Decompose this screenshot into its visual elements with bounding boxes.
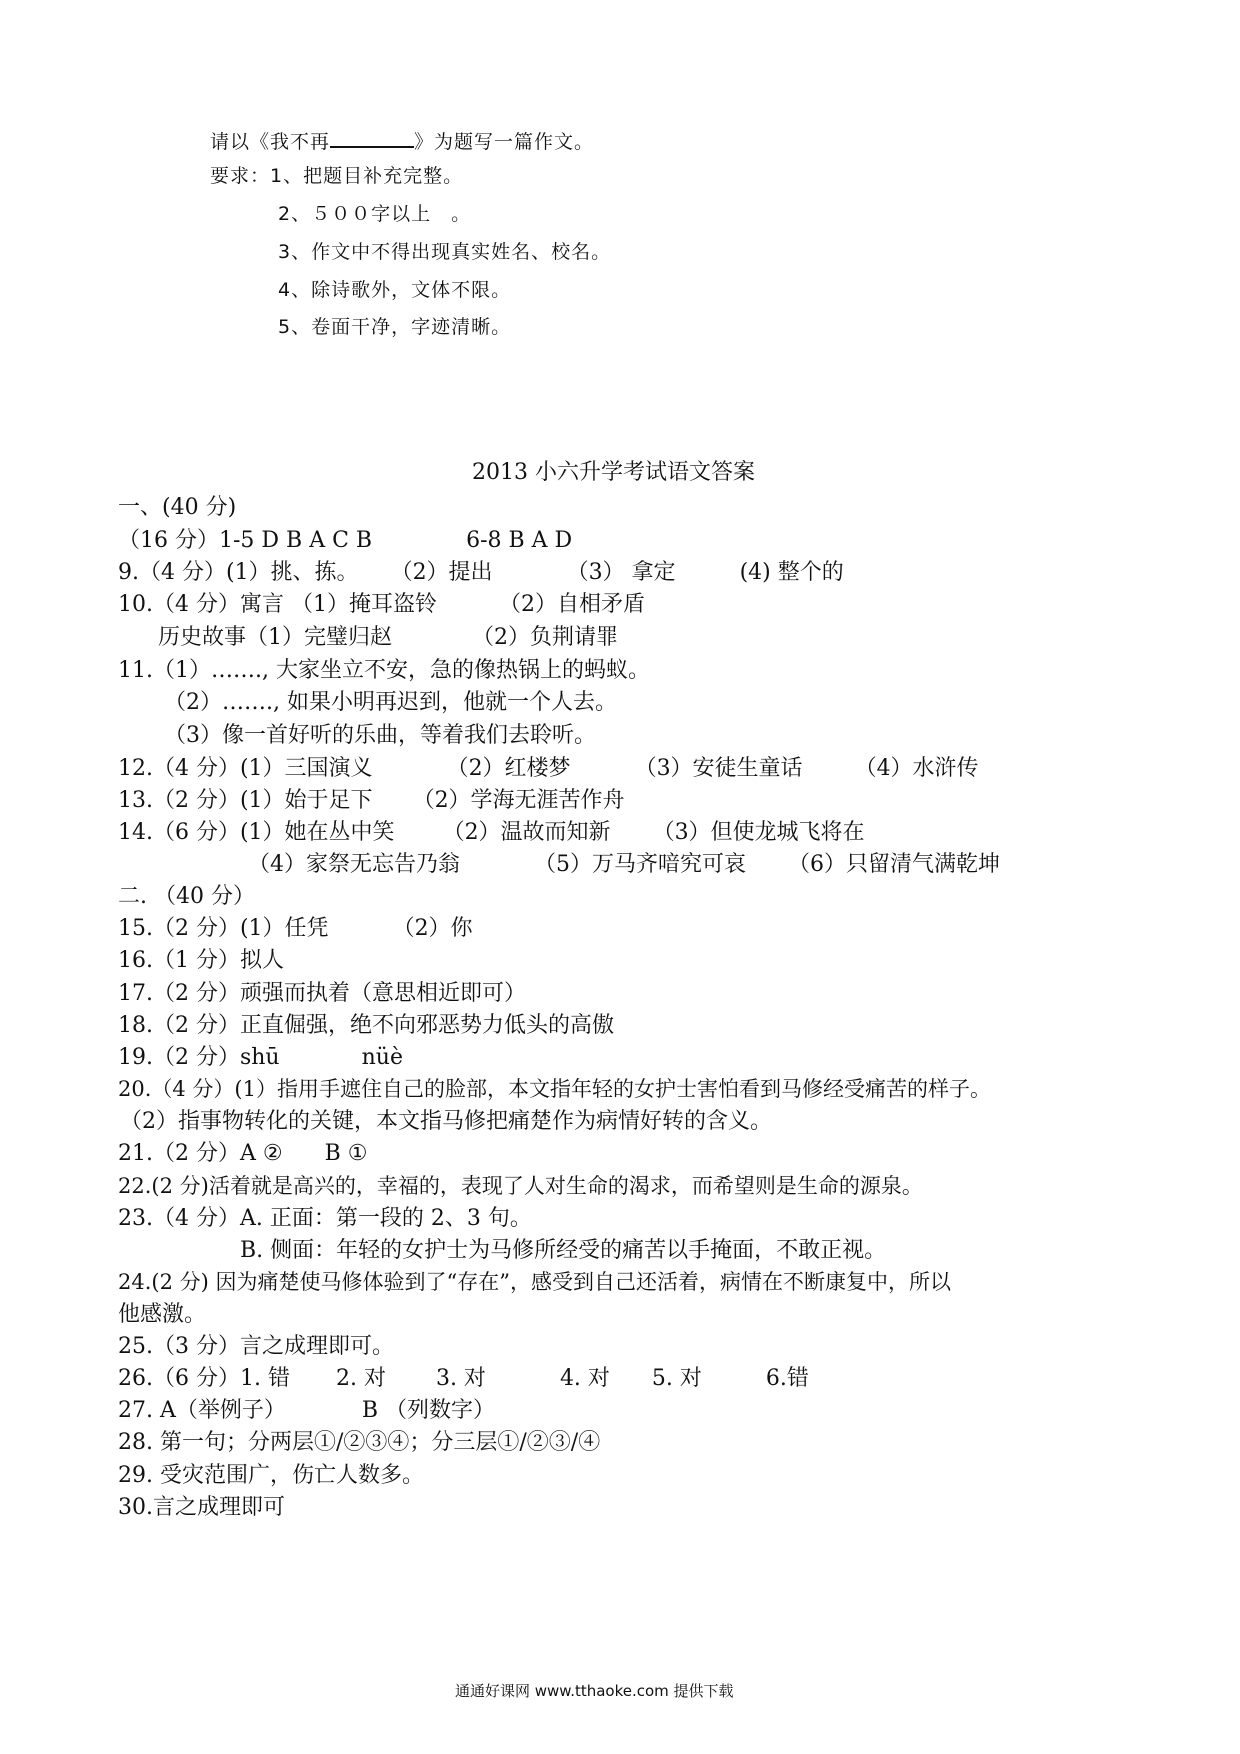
answer-part: 13.（2 分）(1）始于足下 (118, 788, 373, 813)
answer-q24-1: 24.(2 分) 因为痛楚使马修体验到了“存在”，感受到自己还活着，病情在不断康复中，所以 (118, 1270, 951, 1294)
answer-q20-1: 20.（4 分）(1）指用手遮住自己的脸部，本文指年轻的女护士害怕看到马修经受痛苦的样子。 (118, 1077, 991, 1101)
answer-part: （2）红楼梦 (446, 756, 571, 781)
instruction-post: 》为题写一篇作文。 (414, 131, 595, 153)
answer-part: （16 分）1-5 D B A C B (118, 528, 373, 553)
answer-q23-b: B. 侧面：年轻的女护士为马修所经受的痛苦以手掩面，不敢正视。 (240, 1238, 887, 1263)
section-1-heading: 一、(40 分) (118, 495, 237, 520)
answer-q27 (118, 1400, 495, 1422)
answer-part: 6-8 B A D (466, 528, 573, 553)
answer-part: 14.（6 分）(1）她在丛中笑 (118, 820, 395, 845)
answer-part: 26.（6 分）1. 错 (118, 1366, 290, 1391)
answer-part: B ① (324, 1141, 368, 1166)
answer-part: 19.（2 分）shū (118, 1045, 280, 1070)
section-2-heading: 二. （40 分） (118, 884, 255, 909)
answer-part: 历史故事（1）完璧归赵 (158, 625, 392, 650)
answer-part: 6.错 (765, 1366, 809, 1391)
answer-part: （2）负荆请罪 (472, 625, 618, 650)
fill-blank (330, 130, 414, 148)
answer-part: （6）只留清气满乾坤 (788, 852, 1000, 877)
answer-part: （4）家祭无忘告乃翁 (248, 852, 460, 877)
answer-part: 21.（2 分）A ② (118, 1141, 283, 1166)
answer-q16: 16.（1 分）拟人 (118, 948, 284, 973)
answer-part: 12.（4 分）(1）三国演义 (118, 756, 373, 781)
requirement-5: 5、卷面干净，字迹清晰。 (278, 316, 512, 338)
answer-q24-2: 他感激。 (118, 1302, 207, 1327)
answer-part: （3）安徒生童话 (634, 756, 803, 781)
answer-q10-history (158, 627, 618, 649)
answer-q21 (118, 1143, 367, 1165)
answer-q23-a: 23.（4 分）A. 正面：第一段的 2、3 句。 (118, 1206, 532, 1231)
answer-q14-continued (248, 854, 1000, 876)
answer-q9 (118, 562, 844, 584)
answer-part: 10.（4 分）寓言 （1）掩耳盗铃 (118, 592, 437, 617)
answer-part: nüè (361, 1045, 403, 1070)
answer-part: （2）学海无涯苦作舟 (412, 788, 625, 813)
answer-part: （3） 拿定 (566, 560, 676, 585)
requirement-1 (210, 167, 463, 186)
answer-q28: 28. 第一句；分两层①/②③④；分三层①/②③/④ (118, 1430, 601, 1455)
answer-part: 5. 对 (651, 1366, 702, 1391)
answer-q14 (118, 822, 865, 844)
answer-part: （2）你 (392, 916, 473, 941)
answer-q10 (118, 594, 645, 616)
answer-part: （3）但使龙城飞将在 (652, 820, 865, 845)
answer-part: 27. A（举例子） (118, 1398, 286, 1423)
answer-part: 2. 对 (335, 1366, 386, 1391)
requirement-4: 4、除诗歌外，文体不限。 (278, 279, 512, 301)
essay-instruction (210, 130, 594, 152)
answer-q26 (118, 1368, 809, 1390)
answer-part: 15.（2 分）(1）任凭 (118, 916, 329, 941)
answer-part: （2）温故而知新 (442, 820, 611, 845)
answer-q30: 30.言之成理即可 (118, 1495, 285, 1520)
answer-q29: 29. 受灾范围广，伤亡人数多。 (118, 1463, 424, 1488)
answer-part: 4. 对 (559, 1366, 610, 1391)
answer-q19 (118, 1047, 403, 1069)
answer-q20-2: （2）指事物转化的关键，本文指马修把痛楚作为病情好转的含义。 (120, 1109, 772, 1134)
answer-part: （5）万马齐喑究可哀 (534, 852, 746, 877)
requirement-text: 1、把题目补充完整。 (270, 165, 464, 187)
answer-q22: 22.(2 分)活着就是高兴的，幸福的，表现了人对生命的渴求，而希望则是生命的源泉。 (118, 1174, 923, 1198)
requirement-2: 2、５００字以上 。 (278, 203, 472, 225)
answer-part: （4）水浒传 (854, 756, 979, 781)
answer-part: 9.（4 分）(1）挑、拣。 (118, 560, 359, 585)
page-footer: 通通好课网 www.tthaoke.com 提供下载 (455, 1682, 734, 1700)
requirement-label: 要求： (210, 165, 271, 187)
answer-q11-1: 11.（1）……., 大家坐立不安，急的像热锅上的蚂蚁。 (118, 658, 650, 683)
requirement-3: 3、作文中不得出现真实姓名、校名。 (278, 241, 612, 263)
answer-q11-3: （3）像一首好听的乐曲，等着我们去聆听。 (164, 723, 596, 748)
answer-q1-8 (118, 530, 572, 552)
answer-part: （2）提出 (390, 560, 493, 585)
answer-q13 (118, 790, 625, 812)
instruction-pre: 请以《我不再 (210, 131, 331, 153)
answer-q17: 17.（2 分）顽强而执着（意思相近即可） (118, 981, 526, 1006)
answer-q15 (118, 918, 473, 940)
answer-part: (4) 整个的 (739, 560, 844, 585)
answer-q18: 18.（2 分）正直倔强，绝不向邪恶势力低头的高傲 (118, 1013, 614, 1038)
answer-q12 (118, 758, 979, 780)
answer-part: 3. 对 (435, 1366, 486, 1391)
answer-part: B （列数字） (361, 1398, 496, 1423)
answer-q25: 25.（3 分）言之成理即可。 (118, 1334, 394, 1359)
answer-part: （2）自相矛盾 (498, 592, 645, 617)
answer-key-title: 2013 小六升学考试语文答案 (472, 460, 755, 485)
answer-q11-2: （2）……., 如果小明再迟到，他就一个人去。 (164, 690, 617, 715)
